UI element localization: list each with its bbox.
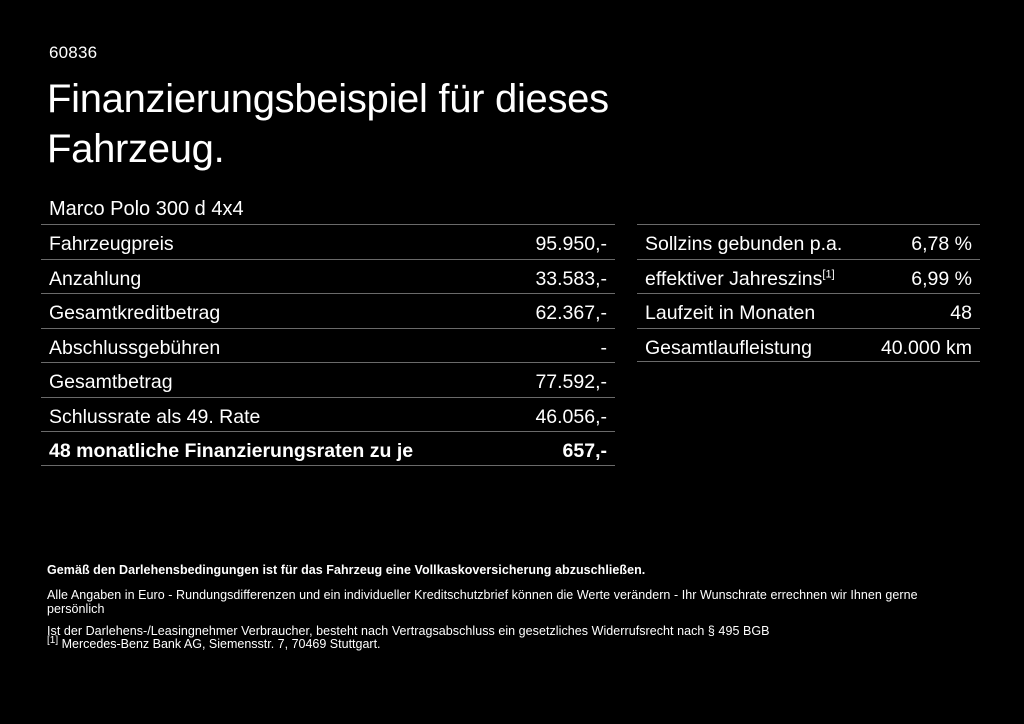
row-value: 62.367,-	[535, 302, 607, 324]
row-value: 657,-	[562, 440, 607, 462]
row-label: Gesamtbetrag	[49, 371, 173, 393]
footnote-text: Mercedes-Benz Bank AG, Siemensstr. 7, 70469 Stuttgart.	[61, 637, 381, 651]
insurance-note: Gemäß den Darlehensbedingungen ist für das Fahrzeug eine Vollkaskoversicherung abzuschließen.	[47, 563, 646, 577]
table-row	[637, 293, 980, 328]
row-label: Abschlussgebühren	[49, 336, 221, 359]
row-label: Schlussrate als 49. Rate	[49, 405, 261, 428]
row-value: 95.950,-	[535, 233, 607, 255]
row-value: 6,78 %	[911, 233, 972, 255]
row-label	[645, 336, 812, 360]
table-row	[41, 293, 615, 328]
table-row	[41, 397, 615, 432]
table-row	[41, 224, 615, 259]
row-label	[645, 232, 842, 256]
footnote-marker: [1]	[822, 268, 835, 280]
row-label-text: Gesamtlaufleistung	[645, 336, 812, 359]
row-value: 77.592,-	[535, 371, 607, 393]
legal-notes	[47, 563, 977, 646]
table-row	[637, 259, 980, 294]
bank-footnote	[47, 634, 381, 651]
financing-figures-table	[41, 224, 615, 466]
row-label-text: effektiver Jahreszins	[645, 267, 823, 290]
row-label-text: Laufzeit in Monaten	[645, 302, 816, 324]
row-value: 33.583,-	[535, 267, 607, 290]
table-row	[41, 362, 615, 397]
row-value: 40.000 km	[880, 336, 972, 359]
row-value: 46.056,-	[535, 405, 607, 428]
contract-terms-table	[637, 224, 980, 362]
table-row	[637, 328, 980, 363]
table-row-monthly-rate	[41, 431, 615, 466]
row-value: 6,99 %	[911, 267, 972, 290]
table-row	[41, 328, 615, 363]
row-label: Anzahlung	[49, 267, 142, 290]
page-title: Finanzierungsbeispiel für dieses Fahrzeug.	[47, 77, 609, 171]
row-value: -	[600, 336, 607, 359]
row-label	[645, 267, 835, 291]
table-row	[637, 224, 980, 259]
row-label: Fahrzeugpreis	[49, 233, 174, 255]
footnote-marker: [1]	[47, 634, 59, 646]
currency-note: Alle Angaben in Euro - Rundungsdifferenzen und ein individueller Kreditschutzbrief können die Werte verändern - Ihr Wunschrate errechnen wir Ihnen gerne persönlich	[47, 588, 918, 616]
row-label-text: Sollzins gebunden p.a.	[645, 233, 843, 255]
reference-id: 60836	[49, 43, 98, 62]
table-row	[41, 259, 615, 294]
row-value: 48	[950, 302, 972, 324]
withdrawal-right-note: Ist der Darlehens-/Leasingnehmer Verbraucher, besteht nach Vertragsabschluss ein gesetzliches Widerrufsrecht nach § 495 BGB	[47, 624, 770, 638]
vehicle-model-name: Marco Polo 300 d 4x4	[49, 198, 244, 220]
row-label: Gesamtkreditbetrag	[49, 302, 221, 324]
row-label: 48 monatliche Finanzierungsraten zu je	[49, 440, 414, 462]
row-label	[645, 301, 815, 325]
